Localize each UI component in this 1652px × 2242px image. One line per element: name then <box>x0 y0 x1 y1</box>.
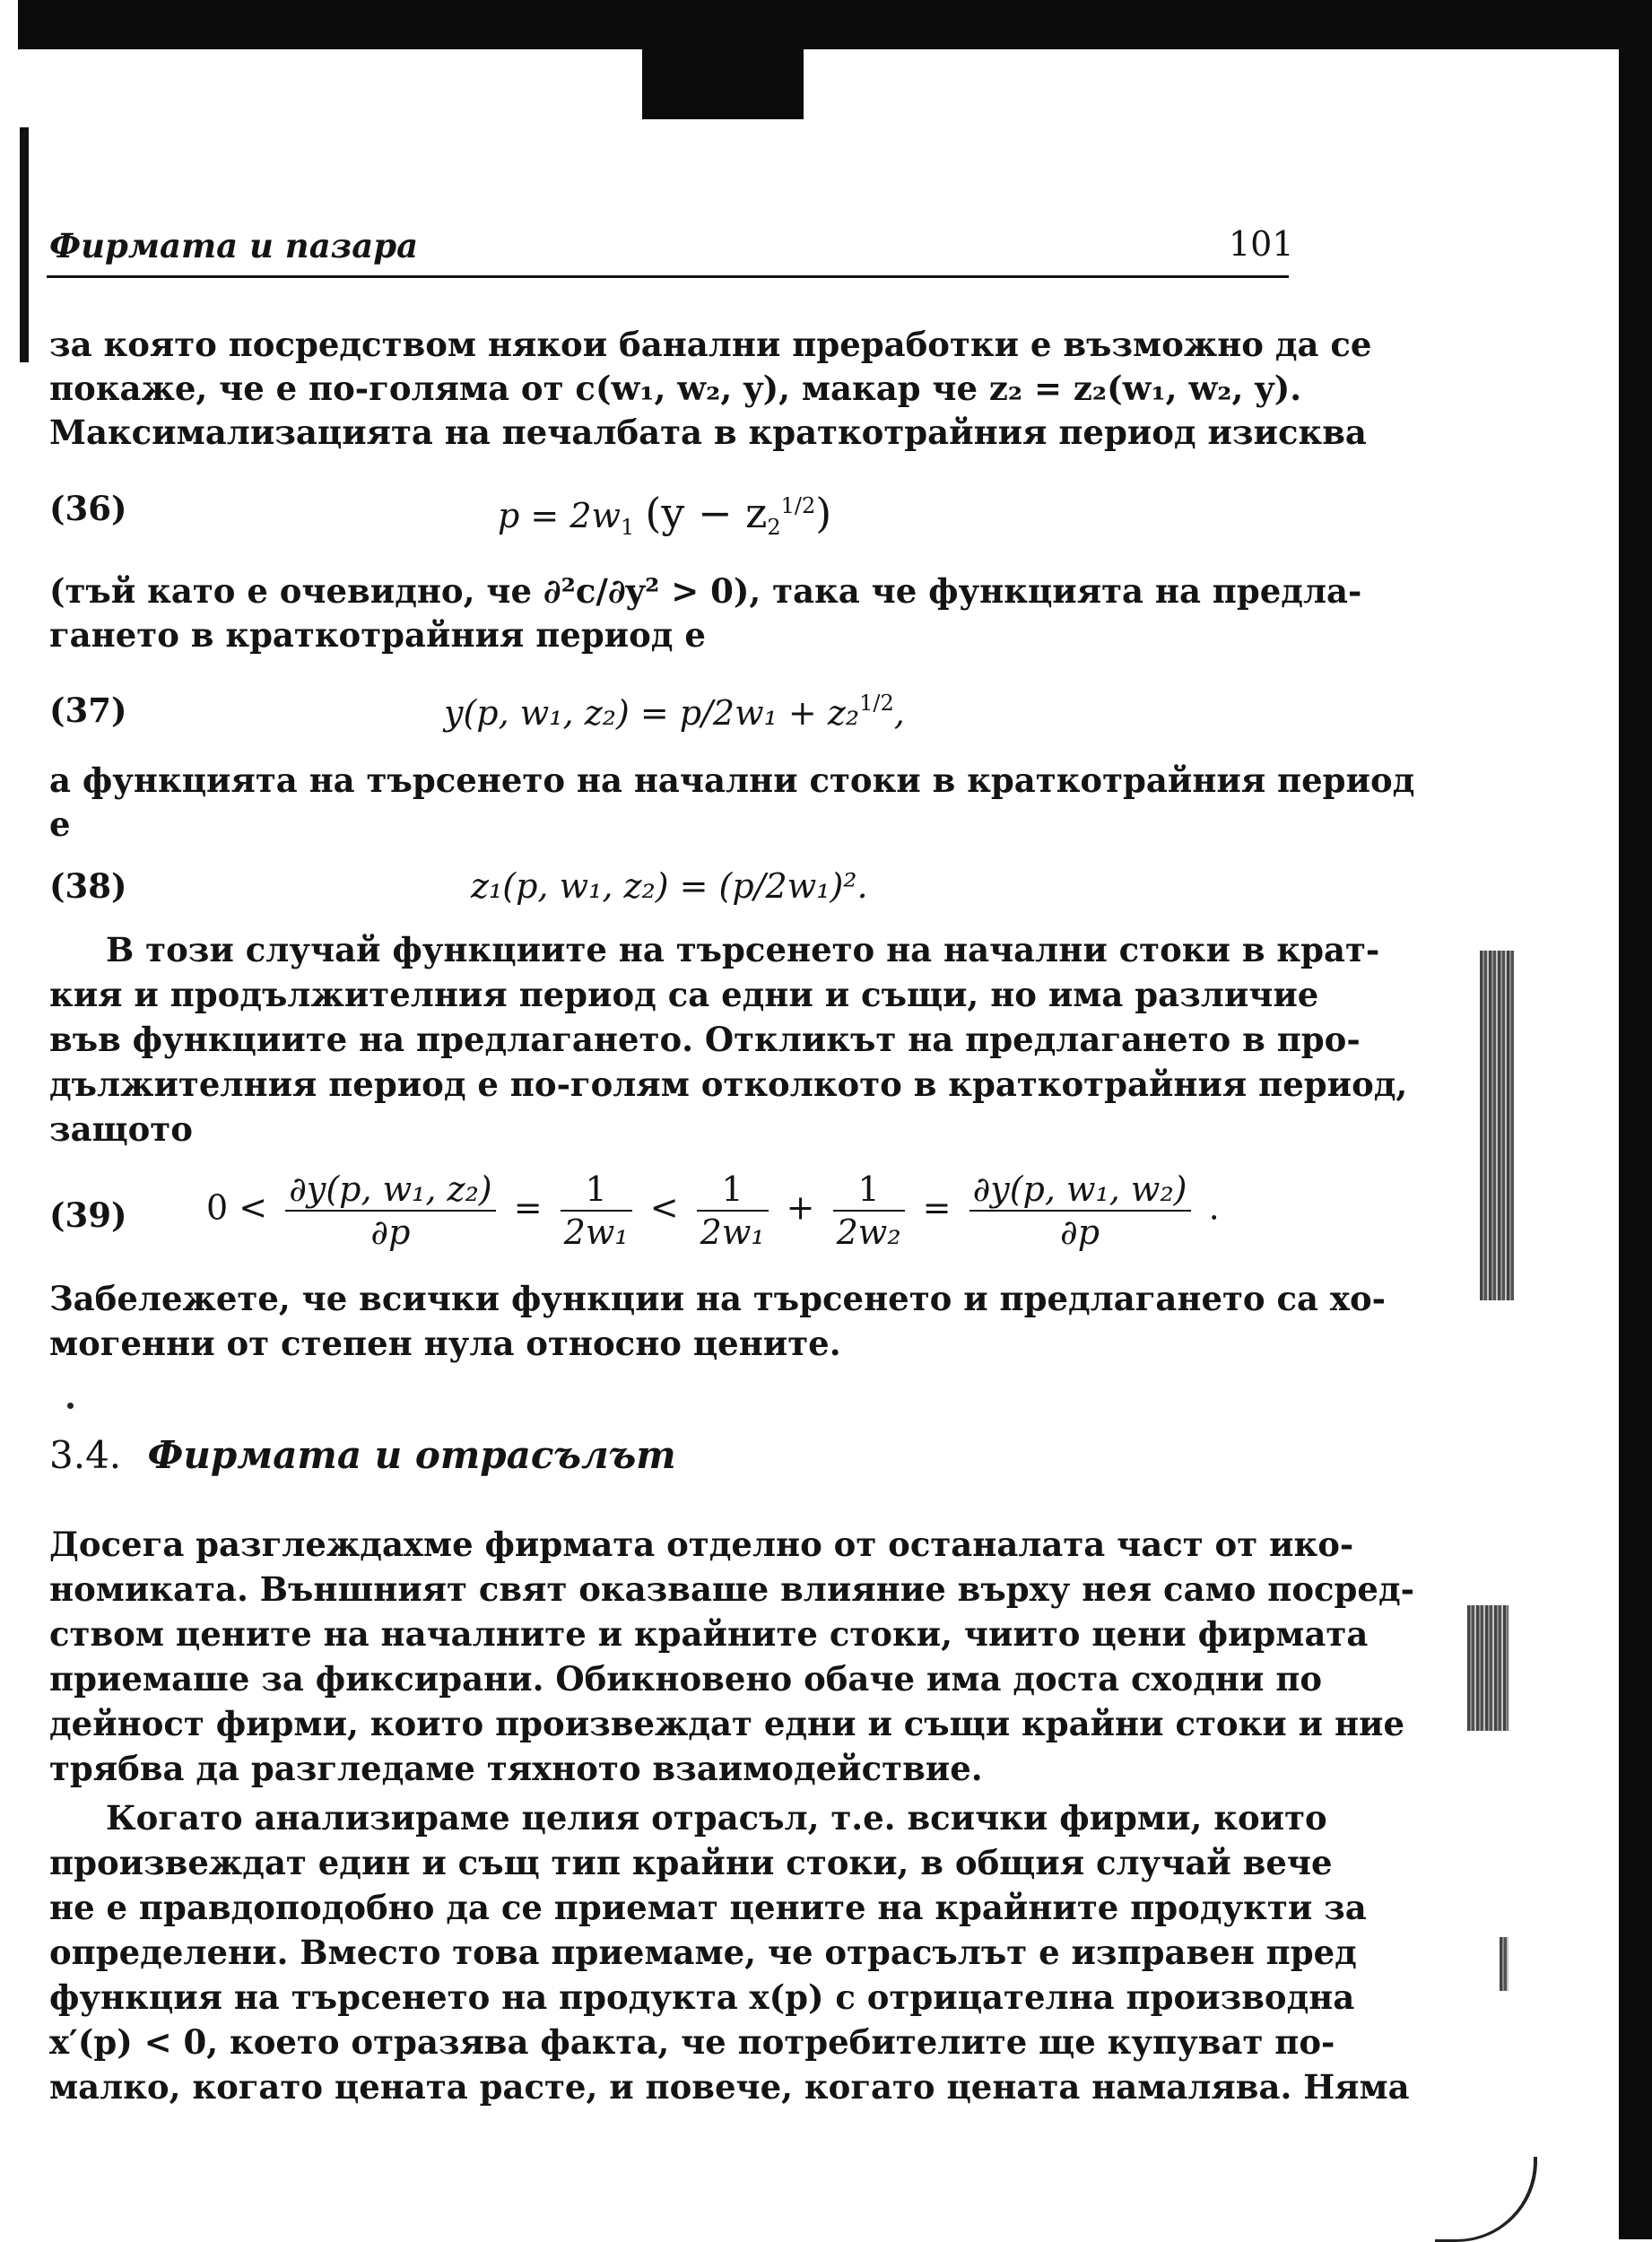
page-curl <box>1435 2157 1537 2242</box>
scan-left-bar <box>20 127 29 362</box>
fraction: $\frac{\text{∂y(p, w₁, w₂)}}{\partial p}$ <box>969 1169 1191 1253</box>
equation-number: (36) <box>49 489 127 528</box>
text-line: дължителния период е по-голям отколкото в краткотрайния период, <box>49 1065 1408 1104</box>
equation-36 <box>49 489 1291 543</box>
equation-body: y(p, w₁, z₂) = p/2w₁ + z₂$^{1/2}$, <box>444 691 905 733</box>
page-number: 101 <box>1229 224 1294 264</box>
text-line: (тъй като е очевидно, че ∂²c/∂y² > 0), така че функцията на предла- <box>49 571 1362 611</box>
text-line: Забележете, че всички функции на търсенето и предлагането са хо- <box>49 1279 1386 1318</box>
text-line: ством цените на началните и крайните стоки, чиито цени фирмата <box>49 1614 1369 1654</box>
section-heading <box>49 1433 676 1477</box>
scan-smudge <box>1500 1937 1509 1991</box>
text-line: приемаше за фиксирани. Обикновено обаче има доста сходни по <box>49 1659 1323 1699</box>
text-line: а функцията на търсенето на начални стоки в краткотрайния период <box>49 760 1415 800</box>
text-line: е <box>49 804 71 844</box>
running-header-title: Фирмата и пазара <box>49 226 419 265</box>
fraction: $\frac{\text{∂y(p, w₁, z₂)}}{\partial p}$ <box>285 1169 495 1253</box>
text-line: произвеждат един и същ тип крайни стоки, в общия случай вече <box>49 1843 1333 1882</box>
text-line: определени. Вместо това приемаме, че отрасълът е изправен пред <box>49 1933 1357 1972</box>
text-line: Когато анализираме целия отрасъл, т.е. всички фирми, които <box>106 1798 1327 1838</box>
scan-right-edge <box>1619 36 1652 2239</box>
header-rule <box>47 275 1289 278</box>
text-line: гането в краткотрайния период е <box>49 615 706 655</box>
section-number: 3.4. <box>49 1433 122 1477</box>
text-line: Досега разглеждахме фирмата отделно от останалата част от ико- <box>49 1525 1354 1564</box>
fraction: $\frac{1}{\text{2w₁}}$ <box>697 1169 769 1253</box>
text-line: защото <box>49 1109 193 1149</box>
fraction: $\frac{1}{\text{2w₁}}$ <box>561 1169 632 1253</box>
scan-smudge <box>1480 951 1514 1300</box>
text-line: x′(p) < 0, което отразява факта, че потребителите ще купуват по- <box>49 2022 1335 2062</box>
equation-body: 0 < $\frac{\text{∂y(p, w₁, z₂)}}{\partial p}$ = $\frac{1}{\text{2w₁}}$ < $\frac{1}{\text{2w₁}}$ + $\frac{1}{\text{2w₂}}$ = $\frac{\text{∂y(p, w₁, w₂)}}{\partial p}$ . <box>206 1169 1220 1252</box>
text-line: номиката. Външният свят оказваше влияние върху нея само посред- <box>49 1569 1414 1609</box>
equation-body: z₁(p, w₁, z₂) = (p/2w₁)². <box>471 866 868 906</box>
text-line: могенни от степен нула относно цените. <box>49 1324 841 1363</box>
text-line: В този случай функциите на търсенето на начални стоки в крат- <box>106 930 1380 969</box>
equation-number: (38) <box>49 866 127 906</box>
text-line: Максимализацията на печалбата в краткотрайния период изисква <box>49 413 1367 452</box>
scan-smudge <box>1467 1605 1509 1731</box>
scan-top-band <box>18 0 1652 49</box>
equation-38 <box>49 866 1291 920</box>
text-line: не е правдоподобно да се приемат цените на крайните продукти за <box>49 1888 1367 1927</box>
fraction: $\frac{1}{\text{2w₂}}$ <box>833 1169 905 1253</box>
scan-dot <box>67 1403 74 1409</box>
equation-body: $p = 2w_1$ $(y - z_2^{1/2})$ <box>498 489 832 540</box>
equation-37 <box>49 691 1291 744</box>
text-line: във функциите на предлагането. Откликът на предлагането в про- <box>49 1020 1361 1059</box>
text-line: кия и продължителния период са едни и същи, но има различие <box>49 975 1319 1014</box>
text-line: малко, когато цената расте, и повече, когато цената намалява. Няма <box>49 2067 1410 2107</box>
section-title: Фирмата и отрасълът <box>147 1433 676 1477</box>
text-line: дейност фирми, които произвеждат едни и същи крайни стоки и ние <box>49 1704 1405 1743</box>
text-line: функция на търсенето на продукта x(p) с отрицателна производна <box>49 1977 1355 2017</box>
text-line: покаже, че е по-голяма от c(w₁, w₂, y), макар че z₂ = z₂(w₁, w₂, y). <box>49 369 1302 408</box>
text-line: за която посредством някои банални преработки е възможно да се <box>49 325 1372 364</box>
text-line: трябва да разгледаме тяхното взаимодействие. <box>49 1749 983 1788</box>
scan-top-block <box>642 40 804 119</box>
equation-number: (37) <box>49 691 127 730</box>
equation-number: (39) <box>49 1195 127 1235</box>
equation-39 <box>49 1169 1291 1267</box>
